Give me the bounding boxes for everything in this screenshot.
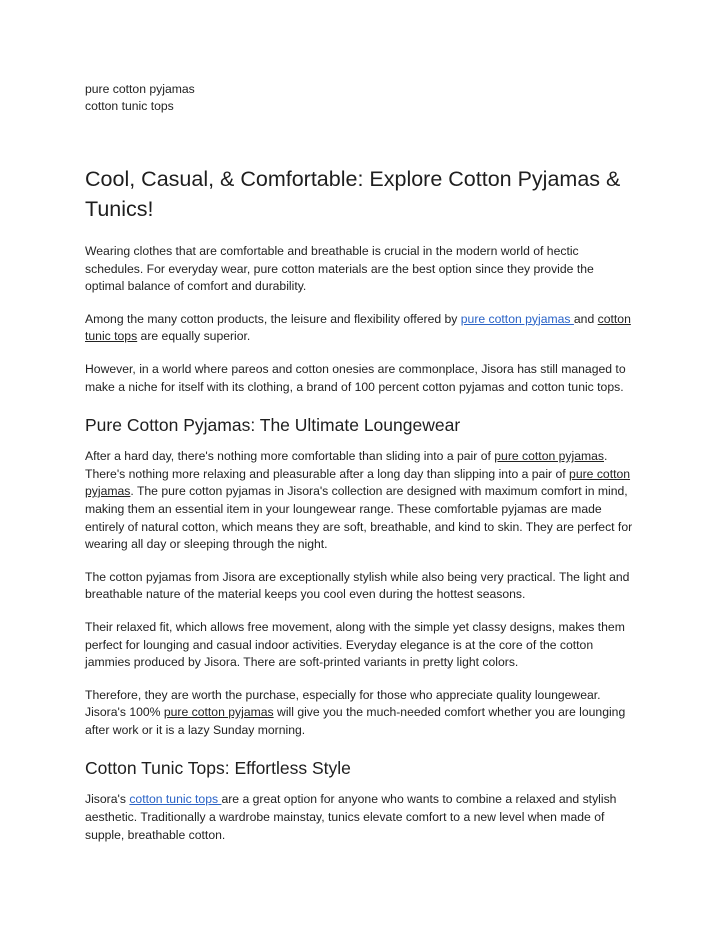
page-title: Cool, Casual, & Comfortable: Explore Cotton Pyjamas & Tunics! [85,167,621,221]
intro-paragraph-3: However, in a world where pareos and cotton onesies are commonplace, Jisora has still managed to make a niche for itself with its clothing, a brand of 100 percent cotton pyjamas and cotton tunic tops. [85,361,626,394]
pyjamas-p1-text-after: . The pure cotton pyjamas in Jisora's collection are designed with maximum comfort in mind, making them an essential item in your loungewear range. These comfortable pyjamas are made entirely of natural cotton, which means they are soft, breathable, and kind to skin. They are perfect for wearing all day or sleeping through the night. [85,484,633,552]
tunics-p1-text-after: are a great option for anyone who wants to combine a relaxed and stylish aesthetic. Traditionally a wardrobe mainstay, tunics elevate comfort to a new level when made of supple, breathable cotton. [85,792,617,842]
pyjamas-p4-text-after: will give you the much-needed comfort whether you are lounging after work or it is a lazy Sunday morning. [85,705,626,737]
section-heading-pyjamas: Pure Cotton Pyjamas: The Ultimate Loungewear [85,415,461,436]
tunics-paragraph-1 [85,791,635,844]
keyword-list [85,81,635,115]
document-page [85,81,635,859]
intro-p2-text-before: Among the many cotton products, the leisure and flexibility offered by [85,311,461,326]
pyjamas-paragraph-4 [85,687,635,740]
intro-paragraph-1: Wearing clothes that are comfortable and breathable is crucial in the modern world of hectic schedules. For everyday wear, pure cotton materials are the best option since they provide the optimal balance of comfort and durability. [85,244,594,294]
keyword-pure-cotton-pyjamas: pure cotton pyjamas [85,82,195,96]
link-pure-cotton-pyjamas-4[interactable]: pure cotton pyjamas [163,705,274,720]
link-pure-cotton-pyjamas-2[interactable]: pure cotton pyjamas [494,449,605,464]
link-cotton-tunic-tops[interactable]: cotton tunic tops [85,311,631,344]
intro-p2-text-mid: and [573,311,598,326]
pyjamas-p1-text-mid: . There's nothing more relaxing and pleasurable after a long day than slipping into a pair of [85,449,608,481]
pyjamas-paragraph-3: Their relaxed fit, which allows free movement, along with the simple yet classy designs, makes them perfect for lounging and casual indoor activities. Everyday elegance is at the core of the cotton jammies produced by Jisora. There are soft-printed variants in pretty light colors. [85,619,625,670]
link-cotton-tunic-tops-2[interactable]: cotton tunic tops [129,792,222,807]
pyjamas-p4-text-before: Therefore, they are worth the purchase, especially for those who appreciate quality loungewear. Jisora's 100% [85,687,601,720]
link-pure-cotton-pyjamas-3[interactable]: pure cotton pyjamas [85,466,631,499]
keyword-cotton-tunic-tops: cotton tunic tops [85,99,174,113]
pyjamas-p1-text-before: After a hard day, there's nothing more comfortable than sliding into a pair of [85,449,495,464]
pyjamas-paragraph-2: The cotton pyjamas from Jisora are exceptionally stylish while also being very practical. The light and breathable nature of the material keeps you cool even during the hottest seasons. [85,569,630,602]
intro-paragraph-2 [85,311,635,346]
intro-p2-text-after: are equally superior. [137,329,251,344]
link-pure-cotton-pyjamas[interactable]: pure cotton pyjamas [460,311,574,326]
section-heading-tunics: Cotton Tunic Tops: Effortless Style [85,758,351,779]
tunics-p1-text-before: Jisora's [85,792,130,807]
pyjamas-paragraph-1 [85,448,635,554]
